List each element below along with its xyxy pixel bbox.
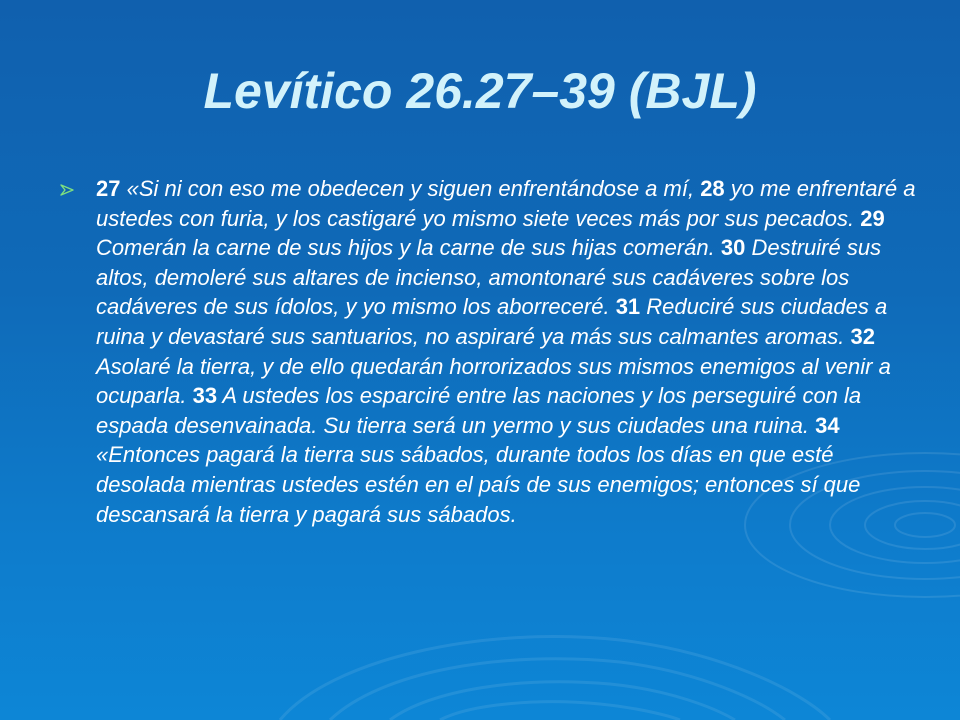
- verse-number: 31: [615, 294, 641, 320]
- verse-number: 27: [96, 176, 121, 201]
- verse-number: 32: [850, 323, 875, 349]
- verse-number: 28: [700, 176, 725, 201]
- verse-text: «Si ni con eso me obedecen y siguen enfrentándose a mí,: [120, 176, 701, 201]
- verse-text: yo me enfrentaré a ustedes con furia, y los castigaré yo mismo siete veces más por sus pecados.: [96, 176, 916, 231]
- slide-title: Levítico 26.27–39 (BJL): [203, 63, 757, 119]
- verse-number: 34: [815, 412, 840, 438]
- verse-text: A ustedes los esparciré entre las naciones y los perseguiré con la espada desenvainada. Su tierra será un yermo y sus ciudades una ruina.: [96, 383, 862, 438]
- verse-number: 30: [720, 235, 746, 261]
- verse-text: Destruiré sus altos, demoleré sus altares de incienso, amontonaré sus cadáveres sobre los cadáveres de sus ídolos, y yo mismo los aborreceré.: [96, 235, 882, 320]
- arrow-bullet-icon: [60, 184, 74, 196]
- verse-text: «Entonces pagará la tierra sus sábados, durante todos los días en que esté desolada mientras ustedes estén en el país de sus enemigos; entonces sí que descansará la tierra y pagará sus sábados.: [96, 442, 861, 527]
- passage-text: [96, 174, 916, 529]
- verse-number: 29: [860, 205, 885, 231]
- verse-text: Asolaré la tierra, y de ello quedarán horrorizados sus mismos enemigos al venir a ocuparla.: [96, 353, 891, 409]
- verse-number: 33: [192, 383, 218, 409]
- verse-text: Reduciré sus ciudades a ruina y devastaré sus santuarios, no aspiraré ya más sus calmantes aromas.: [96, 294, 888, 349]
- verse-text: Comerán la carne de sus hijos y la carne de sus hijas comerán.: [96, 235, 721, 261]
